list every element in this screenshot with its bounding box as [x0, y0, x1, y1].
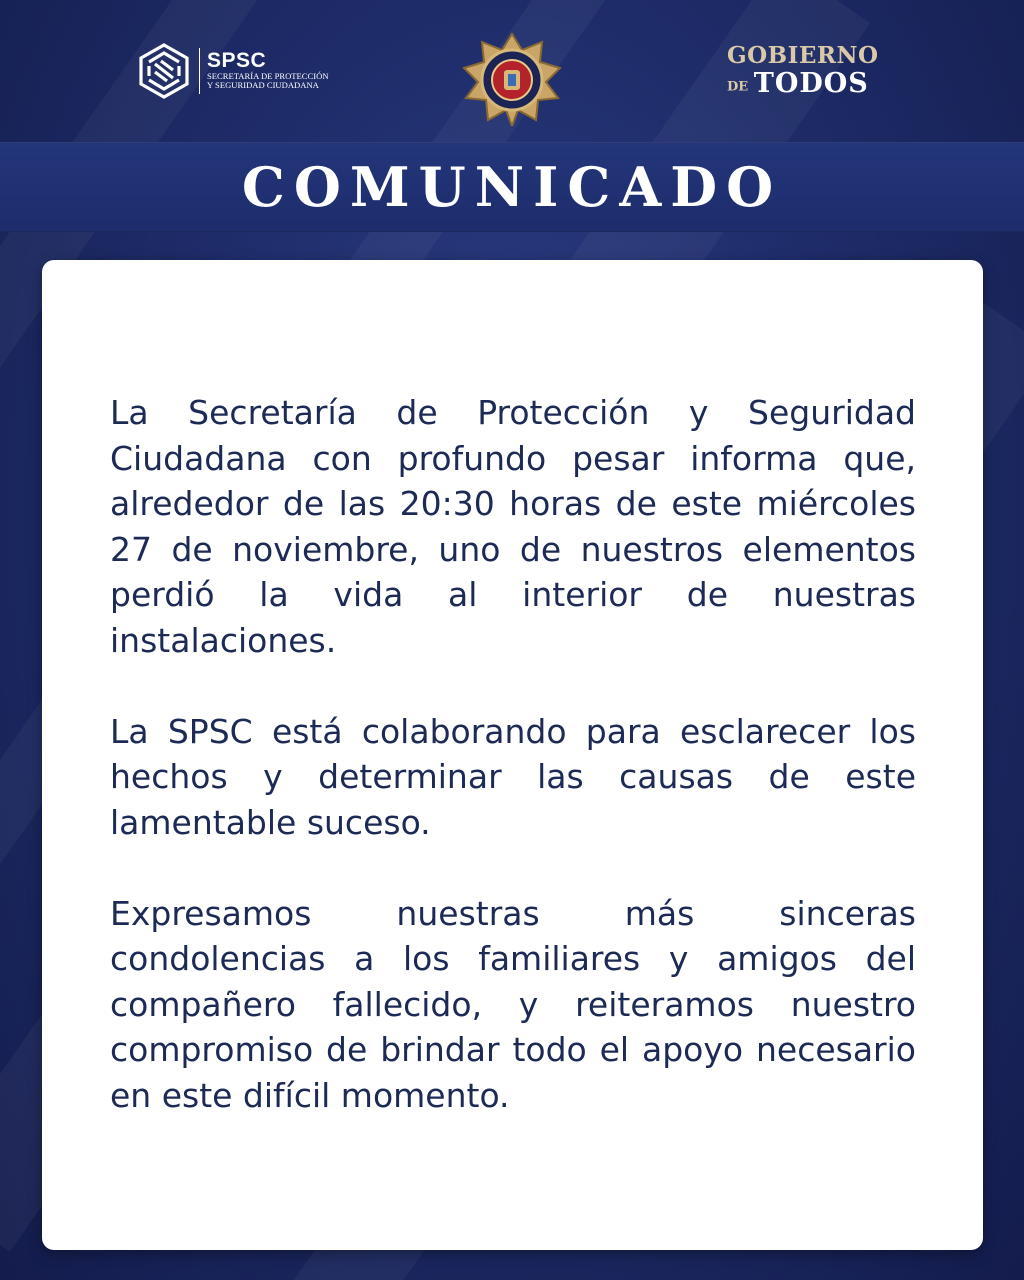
header — [0, 0, 1024, 130]
logo-divider — [199, 48, 200, 94]
statement-body — [110, 390, 916, 1164]
gob-line2-small: DE — [727, 79, 749, 95]
page-title: COMUNICADO — [241, 155, 783, 219]
statement-card — [42, 260, 983, 1250]
paragraph: Expresamos nuestras más sinceras condolencias a los familiares y amigos del compañero fallecido, y reiteramos nuestro compromiso de brindar todo el apoyo necesario en este difícil momento. — [110, 893, 916, 1115]
spsc-text — [207, 50, 357, 90]
paragraph: La SPSC está colaborando para esclarecer los hechos y determinar las causas de este lamentable suceso. — [110, 711, 916, 842]
gobierno-de-todos-logo — [727, 44, 897, 102]
spsc-hexagon-icon — [135, 42, 193, 100]
spsc-full-line2: Y SEGURIDAD CIUDADANA — [207, 80, 319, 90]
gob-line2-big: TODOS — [753, 68, 869, 99]
gob-line1: GOBIERNO — [727, 42, 879, 69]
spsc-full-line1: SECRETARÍA DE PROTECCIÓN — [207, 71, 329, 81]
spsc-logo — [135, 42, 365, 100]
police-badge-star-icon — [460, 32, 564, 126]
spsc-abbr: SPSC — [207, 49, 267, 72]
title-band — [0, 142, 1024, 232]
paragraph: La Secretaría de Protección y Seguridad Ciudadana con profundo pesar informa que, alrededor de las 20:30 horas de este miércoles 27 de noviembre, uno de nuestros elementos perdió la vida al interior de nuestras instalaciones. — [110, 393, 916, 660]
